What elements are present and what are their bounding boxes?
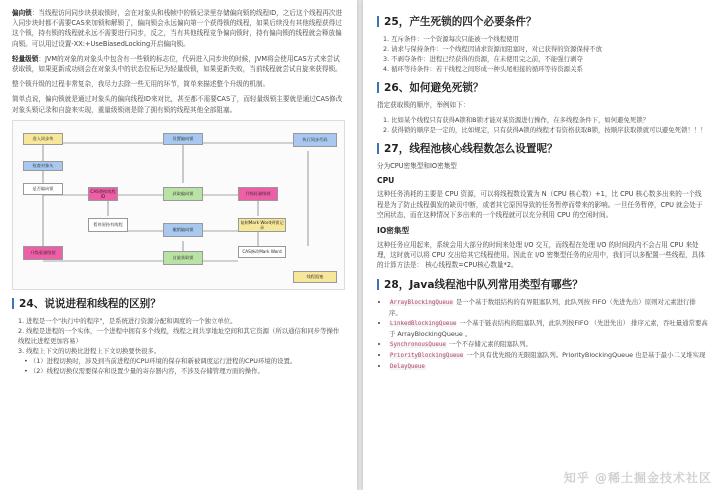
list-item: • （2）线程切换仅需要保存和设置少量的寄存器内容，不涉及存储管理方面的操作。 [24, 366, 264, 375]
list-item [389, 361, 708, 372]
io-paragraph: 这种任务应用起来，系统会用大部分的时间来处理 I/O 交互，而线程在处理 I/O 的时间段内不会占用 CPU 来处理，这时就可以将 CPU 交出给其它线程使用。因此在 I/O 密集型任务的应用中，我们可以多配置一些线程，具体的计算方法是： 核心线程数=CPU核心数量*2。 [377, 241, 705, 270]
queue-class-name: LinkedBlockingQueue [390, 320, 457, 327]
lightweight-lock-paragraph [12, 54, 345, 74]
biased-lock-paragraph [12, 8, 345, 49]
heading-accent-bar [377, 16, 379, 27]
queue-description: 一个不存储元素的阻塞队列。 [446, 339, 532, 348]
list-item: 1. 进程是一个"执行中的程序"，是系统进行资源分配和调度的一个独立单位。 [18, 316, 237, 325]
section-28-heading [377, 277, 708, 292]
flow-node: 获取偏向锁 [163, 187, 203, 201]
flow-node: 撤销偏向锁 [163, 223, 203, 237]
list-item [389, 297, 708, 318]
queue-description: 一个基于链表结构的阻塞队列，此队列按FIFO （先进先出） 排序元素，吞吐量通常要高于 ArrayBlockingQueue 。 [389, 318, 708, 338]
queue-types-list [377, 297, 708, 372]
io-subheading: IO密集型 [377, 226, 410, 236]
summary-paragraph: 简单点说，偏向锁就是通过对象头的偏向线程ID来对比，甚至都不需要CAS了，而轻量级锁主要就是通过CAS修改对象头锁记录和自旋来实现，重量级锁则是除了拥有锁的线程其他全部阻塞。 [12, 95, 343, 114]
flow-node: 设置偏向锁 [163, 133, 203, 145]
list-item: • （1）进程切换时，涉及到当前进程的CPU环境的保存和新被调度运行进程的CPU环境的设置。 [24, 356, 297, 365]
cpu-paragraph: 这种任务消耗的主要是 CPU 资源，可以将线程数设置为 N（CPU 核心数）+1，比 CPU 核心数多出来的一个线程是为了防止线程偶发的缺页中断，或者其它原因导致的任务暂停而带来的影响。一旦任务暂停，CPU 就会处于空闲状态，而在这种情况下多出来的一个线程就可以充分利用 CPU 的空闲时间。 [377, 190, 703, 219]
list-item: 2. 请求与保持条件：一个线程因请求资源而阻塞时，对已获得的资源保持不放 [383, 45, 603, 53]
queue-class-name: SynchronousQueue [390, 341, 446, 348]
section-24-list [12, 316, 345, 376]
left-page [0, 0, 357, 490]
heading-accent-bar [377, 143, 379, 154]
section-27-title: 27，线程池核心线程数怎么设置呢？ [384, 143, 558, 156]
flow-node: CAS修改Mark Word [238, 246, 286, 258]
flow-node: 是否偏向锁 [23, 183, 63, 195]
list-item: 1. 比如某个线程只有获得A锁和B锁才能对某资源进行操作，在多线程条件下，如何避免死锁？ [383, 116, 650, 125]
list-item: 4. 循环等待条件：若干线程之间形成一种头尾相接的循环等待资源关系 [383, 65, 583, 73]
section-25-title: 25，产生死锁的四个必要条件？ [384, 16, 537, 28]
flow-node: 升级重量级锁 [23, 246, 63, 260]
flow-node: 复制Mark Word到锁记录 [238, 218, 286, 232]
section-27-heading [377, 141, 708, 156]
lightweight-lock-text: ：JVM的对象的对象头中包含有一些锁的标志位，代码进入同步块的时候，JVM将会使用CAS方式来尝试获取锁，如果更新成功则会在对象头中的状态位标记为轻量级锁，如果更新失败，当前线程就尝试自旋来获得锁。 [12, 54, 342, 74]
list-item: 1. 互斥条件：一个资源每次只能被一个线程使用 [383, 35, 519, 43]
section-26-heading [377, 80, 708, 95]
heading-accent-bar [377, 279, 379, 290]
flow-node: 执行同步代码 [293, 133, 337, 147]
queue-class-name: ArrayBlockingQueue [390, 299, 453, 306]
flow-node: CAS替换线程ID [88, 187, 118, 201]
right-page [363, 0, 720, 490]
section-25-heading [377, 14, 708, 29]
list-item: 2. 获得锁的顺序是一定的，比如规定，只有获得A锁的线程才有资格获取B锁，按顺序获取锁就可以避免死锁！！！ [383, 126, 707, 135]
flow-node: 自旋获取锁 [163, 251, 203, 265]
list-item: 3. 不剥夺条件：进程已经获得的资源，在未使用完之前，不能强行剥夺 [383, 55, 583, 63]
heading-accent-bar [12, 298, 14, 309]
flow-node: 升级轻量级锁 [238, 187, 278, 201]
section-24-title: 24、说说进程和线程的区别？ [19, 297, 161, 310]
biased-lock-text: ：当线程访问同步块获取锁时，会在对象头和栈帧中的锁记录里存储偏向锁的线程ID，之后这个线程再次进入同步块时都不需要CAS来加锁和解锁了，偏向锁会永远偏向第一个获得锁的线程，如果后续没有其他线程获得过这个锁，持有锁的线程就永远不需要进行同步，反之，当有其他线程竞争偏向锁时，持有偏向锁的线程就会释放偏向锁。可以用过设置-XX:+UseBiasedLocking开启偏向锁。 [12, 9, 343, 48]
list-item [389, 339, 708, 350]
biased-lock-label: 偏向锁 [12, 9, 32, 17]
queue-description: 是一个基于数组结构的有界阻塞队列，此队列按 FIFO（先进先出）原则对元素进行排序。 [389, 297, 696, 317]
section-24-heading [12, 296, 345, 311]
queue-class-name: PriorityBlockingQueue [390, 352, 464, 359]
list-item: 2. 线程是进程的一个实体，一个进程中拥有多个线程，线程之间共享地址空间和其它资源（所以通信和同步等操作线程比进程更加容易） [18, 326, 340, 345]
flow-node: 检查对象头 [23, 161, 63, 171]
section-28-title: 28，Java线程池中队列常用类型有哪些？ [384, 278, 583, 291]
lightweight-lock-label: 轻量级锁 [12, 54, 39, 63]
list-item: 3. 线程上下文的切换比进程上下文切换要快很多。 [18, 346, 161, 355]
heading-accent-bar [377, 82, 379, 93]
watermark: 知乎 @稀土掘金技术社区 [563, 471, 712, 485]
flow-node: 进入同步块 [23, 133, 63, 145]
flow-node: 线程阻塞 [293, 271, 337, 283]
section-26-intro: 指定获取锁的顺序，举例如下： [377, 101, 470, 109]
lock-upgrade-flowchart [12, 120, 345, 290]
queue-description: 一个具有优先级的无限阻塞队列。PriorityBlockingQueue 也是基于最小二叉堆实现 [464, 350, 706, 359]
queue-class-name: DelayQueue [390, 363, 425, 370]
list-item [389, 318, 708, 339]
list-item [389, 350, 708, 361]
flow-node: 暂停原持有线程 [88, 218, 128, 232]
section-26-title: 26、如何避免死锁？ [384, 82, 484, 94]
section-25-list [377, 34, 708, 74]
section-26-list [377, 115, 708, 135]
cpu-subheading: CPU [377, 176, 395, 186]
section-27-intro: 分为CPU密集型和IO密集型 [377, 162, 457, 171]
upgrade-intro-paragraph: 整个锁升级的过程非常复杂，我尽力去除一些无用的环节，简单来描述整个升级的机制。 [12, 80, 270, 89]
